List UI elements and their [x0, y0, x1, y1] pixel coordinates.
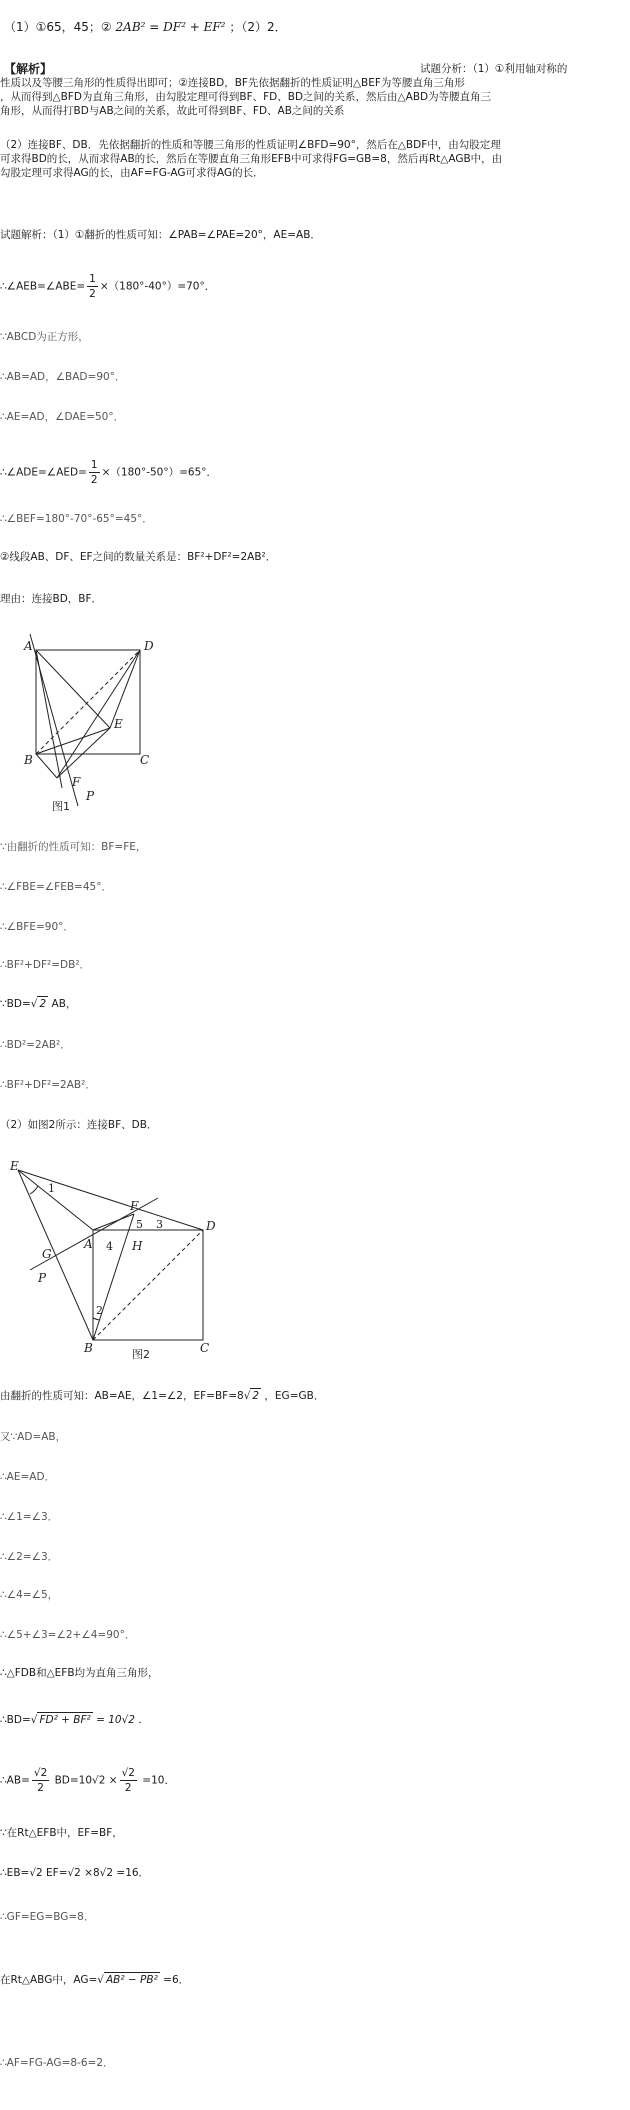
solution-line-9: 理由：连接BD，BF．	[0, 593, 103, 605]
analysis-p2-line1: （2）连接BF、DB．先依据翻折的性质和等腰三角形的性质证明∠BFD=90°，然后在△BDF中，由勾股定理	[0, 139, 501, 151]
solution-line-30: ∴GF=EG=BG=8．	[0, 1911, 95, 1923]
fig1-label-e: E	[114, 717, 123, 731]
solution-line-23: ∴∠4=∠5，	[0, 1589, 59, 1601]
fig1-label-p: P	[86, 789, 95, 803]
s27-f1-num: √2	[33, 1767, 48, 1779]
s27-fraction-2	[120, 1766, 137, 1795]
fig2-label-d: D	[206, 1219, 216, 1233]
fig2-line-ea	[18, 1170, 93, 1230]
fig1-label-d: D	[144, 639, 154, 653]
solution-line-32: ∴AF=FG-AG=8-6=2．	[0, 2057, 114, 2069]
fig2-line-bf	[93, 1214, 134, 1340]
solution-line-1: 试题解析：（1）①翻折的性质可知：∠PAB=∠PAE=20°，AE=AB．	[0, 229, 321, 241]
s6-pre: ∴∠ADE=∠AED=	[0, 466, 87, 479]
figure-1-diagram	[10, 628, 160, 818]
solution-line-4: ∴AB=AD，∠BAD=90°．	[0, 371, 126, 383]
s31-pre: 在Rt△ABG中，AG=	[0, 1974, 98, 1986]
solution-line-15: ∴BD²=2AB²．	[0, 1039, 71, 1051]
fig2-label-c: C	[200, 1341, 210, 1355]
fig1-line-fold	[30, 634, 78, 806]
fig1-line-ef	[57, 728, 110, 778]
fig2-label-e: E	[10, 1159, 19, 1173]
s6-post: ×（180°-50°）=65°．	[101, 466, 218, 479]
solution-line-12: ∴∠BFE=90°．	[0, 921, 74, 933]
fig1-line-bd	[36, 650, 140, 754]
s2-post: ×（180°-40°）=70°．	[99, 280, 216, 293]
fig2-label-g: G	[42, 1247, 52, 1261]
fig2-caption: 图2	[132, 1348, 150, 1361]
s31-post: =6．	[163, 1974, 190, 1986]
analysis-p1-line2: 性质以及等腰三角形的性质得出即可；②连接BD，BF先依据翻折的性质证明△BEF为等腰直角三角形	[0, 77, 465, 89]
analysis-p2-line2: 可求得BD的长，从而求得AB的长，然后在等腰直角三角形EFB中可求得FG=GB=8，然后再Rt△AGB中，由	[0, 153, 503, 165]
fig2-line-eb	[18, 1170, 93, 1340]
solution-line-7: ∴∠BEF=180°-70°-65°=45°．	[0, 513, 153, 525]
fig1-label-a: A	[24, 639, 33, 653]
fig1-line-df	[57, 650, 140, 778]
analysis-p1-line4: 角形，从而得打BD与AB之间的关系，故此可得到BF、FD、AB之间的关系	[0, 105, 345, 117]
solution-line-31: 在Rt△ABG中，AG=√ AB² − PB² =6．	[0, 1974, 190, 1986]
s18-post: ，EG=GB．	[264, 1390, 325, 1402]
fig1-label-f: F	[72, 775, 81, 789]
fig2-label-p: P	[38, 1271, 47, 1285]
s27-post: =10．	[142, 1774, 175, 1787]
fig2-label-b: B	[84, 1341, 93, 1355]
solution-line-27	[0, 1766, 175, 1795]
s27-f2-num: √2	[121, 1767, 135, 1779]
s26-radicand: FD² + BF²	[39, 1714, 91, 1726]
analysis-header-right: 试题分析：（1）①利用轴对称的	[420, 63, 568, 75]
answer-part1-prefix: （1）①65，45；②	[4, 20, 112, 34]
s31-radicand: AB² − PB²	[105, 1974, 158, 1986]
solution-line-20: ∴AE=AD．	[0, 1471, 56, 1483]
fig2-label-1: 1	[48, 1182, 55, 1195]
s6-frac-num: 1	[90, 459, 98, 471]
s2-frac-num: 1	[89, 273, 96, 285]
solution-line-26: ∴BD=√ FD² + BF² = 10√2 ．	[0, 1714, 149, 1726]
fig2-label-f: F	[130, 1199, 139, 1213]
solution-line-5: ∴AE=AD，∠DAE=50°．	[0, 411, 125, 423]
fig1-line-bf	[36, 754, 57, 778]
solution-line-19: 又∵AD=AB，	[0, 1431, 67, 1443]
solution-line-6	[0, 458, 217, 487]
fig1-label-b: B	[24, 753, 33, 767]
solution-line-3: ∵ABCD为正方形，	[0, 331, 89, 343]
solution-line-14: ∵BD=√ 2 AB，	[0, 998, 77, 1010]
s27-mid: BD=10√2 ×	[54, 1774, 118, 1787]
s26-pre: ∴BD=	[0, 1714, 31, 1726]
solution-line-8: ②线段AB、DF、EF之间的数量关系是：BF²+DF²=2AB²．	[0, 551, 277, 563]
analysis-p1-line3: ，从而得到△BFD为直角三角形，由勾股定理可得到BF、FD、BD之间的关系，然后由△ABD为等腰直角三	[0, 91, 492, 103]
answer-line	[4, 20, 287, 35]
solution-line-18: 由翻折的性质可知：AB=AE，∠1=∠2，EF=BF=8√ 2 ，EG=GB．	[0, 1390, 325, 1402]
solution-line-10: ∵由翻折的性质可知：BF=FE，	[0, 841, 147, 853]
solution-line-24: ∴∠5+∠3=∠2+∠4=90°．	[0, 1629, 136, 1641]
s27-fraction-1	[32, 1766, 49, 1795]
s18-radicand: 2	[252, 1390, 260, 1402]
solution-line-29: ∴EB=√2 EF=√2 ×8√2 =16．	[0, 1867, 150, 1879]
fig1-caption: 图1	[52, 800, 70, 813]
solution-line-2	[0, 272, 215, 301]
s26-post: = 10√2 ．	[96, 1714, 149, 1726]
solution-line-21: ∴∠1=∠3．	[0, 1511, 59, 1523]
solution-line-13: ∴BF²+DF²=DB²．	[0, 959, 91, 971]
fig2-label-4: 4	[106, 1240, 113, 1253]
fig2-label-h: H	[132, 1239, 143, 1253]
solution-line-17: （2）如图2所示：连接BF、DB．	[0, 1119, 158, 1131]
figure-2-diagram	[8, 1158, 223, 1363]
s2-pre: ∴∠AEB=∠ABE=	[0, 280, 86, 293]
s18-pre: 由翻折的性质可知：AB=AE，∠1=∠2，EF=BF=8	[0, 1390, 244, 1402]
solution-line-22: ∴∠2=∠3．	[0, 1551, 59, 1563]
s27-f1-den: 2	[37, 1782, 44, 1794]
s14-radicand: 2	[39, 998, 47, 1010]
s27-f2-den: 2	[124, 1782, 132, 1794]
fig2-label-5: 5	[136, 1218, 143, 1231]
solution-line-25: ∴△FDB和△EFB均为直角三角形，	[0, 1667, 159, 1679]
fig2-line-ed	[18, 1170, 203, 1230]
s2-fraction	[87, 272, 98, 301]
fig1-line-be	[36, 728, 110, 754]
solution-line-28: ∵在Rt△EFB中，EF=BF，	[0, 1827, 123, 1839]
fig2-line-af	[93, 1214, 134, 1230]
s2-frac-den: 2	[89, 288, 96, 300]
fig2-angle-1-arc	[30, 1186, 38, 1194]
fig2-label-2: 2	[96, 1304, 103, 1317]
solution-line-11: ∴∠FBE=∠FEB=45°．	[0, 881, 112, 893]
fig1-label-c: C	[140, 753, 150, 767]
s6-frac-den: 2	[90, 474, 98, 486]
fig2-angle-2-arc	[93, 1318, 100, 1320]
analysis-tag: 【解析】	[4, 62, 53, 76]
solution-line-16: ∴BF²+DF²=2AB²．	[0, 1079, 96, 1091]
s14-post: AB，	[51, 998, 77, 1010]
answer-part1-suffix: ；（2）2．	[229, 20, 287, 34]
analysis-p2-line3: 勾股定理可求得AG的长，由AF=FG-AG可求得AG的长．	[0, 167, 264, 179]
fig2-label-3: 3	[156, 1218, 163, 1231]
fig2-label-a: A	[84, 1237, 93, 1251]
answer-formula: 2AB² = DF² + EF²	[115, 20, 226, 34]
s27-pre: ∴AB=	[0, 1774, 30, 1787]
s14-pre: ∵BD=	[0, 998, 31, 1010]
s6-fraction	[89, 458, 100, 487]
